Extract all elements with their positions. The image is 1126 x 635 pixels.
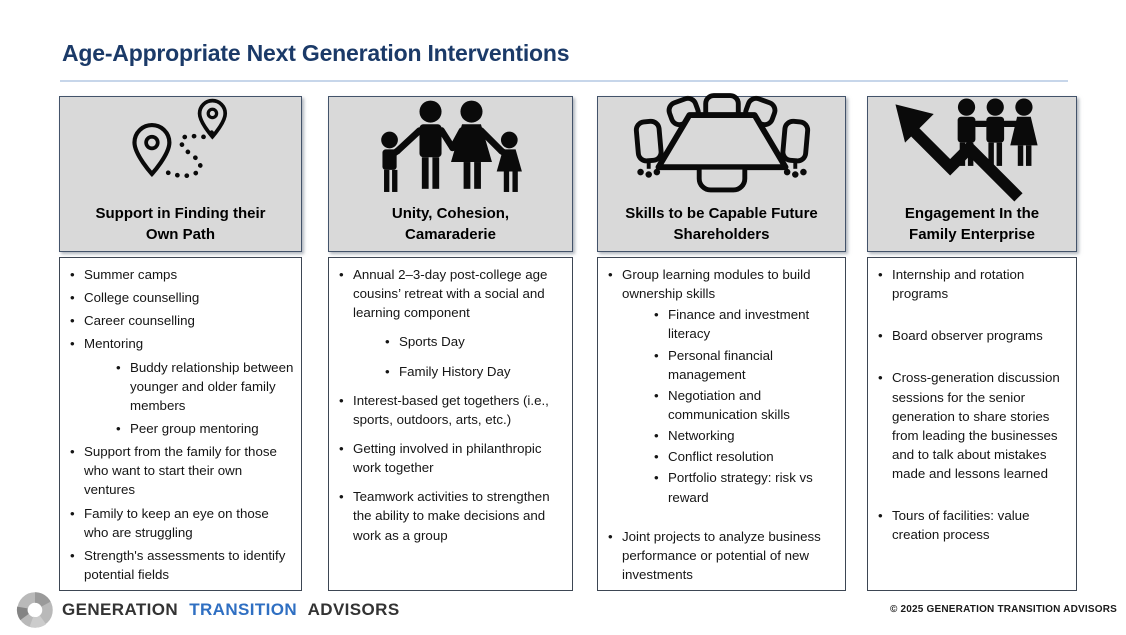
brand-name xyxy=(62,600,406,620)
list-item-text: Support from the family for those who want to start their own ventures xyxy=(84,444,277,498)
column-own-path xyxy=(59,96,302,591)
copyright-text: © 2025 GENERATION TRANSITION ADVISORS xyxy=(889,604,1117,615)
column-body-own-path xyxy=(59,257,302,591)
bullet-icon: • xyxy=(116,420,121,436)
list-item xyxy=(600,527,842,584)
list-item-text: Conflict resolution xyxy=(668,449,774,465)
list-item-text: Getting involved in philanthropic work together xyxy=(353,440,542,476)
column-title: Unity, Cohesion, Camaraderie xyxy=(391,204,510,244)
bullet-icon: • xyxy=(654,387,659,403)
list-item-text: Board observer programs xyxy=(892,328,1043,344)
list-item xyxy=(870,368,1073,483)
column-title: Support in Finding their Own Path xyxy=(95,204,266,244)
list-item xyxy=(870,326,1073,345)
bullet-icon: • xyxy=(608,528,613,544)
bullet-icon: • xyxy=(654,470,659,486)
brand-word-transition: TRANSITION xyxy=(189,600,298,619)
list-item-text: Tours of facilities: value creation process xyxy=(892,508,1030,543)
title-divider xyxy=(60,80,1068,82)
list-item-text: Finance and investment literacy xyxy=(668,307,810,342)
list-item xyxy=(108,358,298,415)
list-item xyxy=(377,362,569,381)
bullet-icon: • xyxy=(654,449,659,465)
list-item xyxy=(646,386,842,424)
list-item-text: Mentoring xyxy=(84,336,144,352)
list-item-text: Strength's assessments to identify potential fields xyxy=(84,547,286,582)
route-pins-icon xyxy=(117,93,245,203)
list-item xyxy=(646,305,842,343)
list-item-text: Sports Day xyxy=(399,334,465,350)
list-item-text: Networking xyxy=(668,428,735,444)
boardroom-table-icon xyxy=(624,86,820,203)
bullet-icon: • xyxy=(70,313,75,329)
bullet-icon: • xyxy=(70,290,75,306)
bullet-icon: • xyxy=(339,489,344,505)
list-item xyxy=(331,439,569,477)
list-item xyxy=(646,346,842,384)
column-body-engagement xyxy=(867,257,1077,591)
column-header-shareholders xyxy=(597,96,846,252)
column-unity xyxy=(328,96,573,591)
list-item-text: Portfolio strategy: risk vs reward xyxy=(668,470,813,505)
column-engagement xyxy=(867,96,1077,591)
list-item-text: Summer camps xyxy=(84,267,178,282)
column-header-unity xyxy=(328,96,573,252)
list-item xyxy=(600,265,842,303)
list-item xyxy=(646,426,842,445)
column-body-shareholders xyxy=(597,257,846,591)
column-title: Skills to be Capable Future Shareholders xyxy=(625,204,818,244)
list-item xyxy=(646,468,842,506)
list-item-text: Family to keep an eye on those who are struggling xyxy=(84,505,269,540)
list-item-text: Annual 2–3-day post-college age cousins’ retreat with a social and learning component xyxy=(353,267,548,321)
list-item-text: Family History Day xyxy=(399,363,511,379)
list-item xyxy=(870,506,1073,544)
list-item xyxy=(62,288,298,307)
list-item-text: Joint projects to analyze business performance or potential of new investments xyxy=(622,528,821,582)
list-item-text: Interest-based get togethers (i.e., sports, outdoors, arts, etc.) xyxy=(353,392,549,427)
column-header-own-path xyxy=(59,96,302,252)
bullet-icon: • xyxy=(70,267,75,282)
bullet-icon: • xyxy=(654,347,659,363)
bullet-icon: • xyxy=(339,392,344,408)
bullet-icon: • xyxy=(654,307,659,323)
list-item xyxy=(331,391,569,429)
growth-arrow-people-icon xyxy=(890,93,1054,203)
list-item xyxy=(108,419,298,438)
column-header-engagement xyxy=(867,96,1077,252)
list-item xyxy=(62,311,298,330)
bullet-icon: • xyxy=(339,267,344,282)
list-item xyxy=(62,504,298,542)
list-item xyxy=(62,442,298,499)
bullet-icon: • xyxy=(654,428,659,444)
footer-brand xyxy=(15,590,406,630)
family-icon xyxy=(356,96,546,203)
brand-word-generation: GENERATION xyxy=(62,600,179,619)
list-item-text: Internship and rotation programs xyxy=(892,267,1025,302)
bullet-icon: • xyxy=(878,370,883,386)
bullet-icon: • xyxy=(70,505,75,521)
list-item-text: Career counselling xyxy=(84,313,195,329)
brand-logo-icon xyxy=(15,590,55,630)
column-body-unity xyxy=(328,257,573,591)
list-item-text: Buddy relationship between younger and older family members xyxy=(130,359,294,413)
list-item xyxy=(870,265,1073,303)
list-item xyxy=(62,546,298,584)
bullet-icon: • xyxy=(116,359,121,375)
bullet-icon: • xyxy=(70,444,75,460)
column-shareholders xyxy=(597,96,846,591)
list-item xyxy=(646,447,842,466)
list-item xyxy=(331,487,569,544)
list-item-text: Personal financial management xyxy=(668,347,773,382)
list-item-text: Teamwork activities to strengthen the ability to make decisions and work as a group xyxy=(353,489,550,543)
column-title: Engagement In the Family Enterprise xyxy=(904,204,1040,244)
list-item xyxy=(62,334,298,353)
page-title: Age-Appropriate Next Generation Interventions xyxy=(62,40,570,66)
list-item xyxy=(331,265,569,322)
bullet-icon: • xyxy=(878,267,883,282)
list-item-text: Cross-generation discussion sessions for the senior generation to share stories from leading the businesses and to talk about mistakes made and lessons learned xyxy=(892,370,1060,482)
list-item xyxy=(62,265,298,284)
list-item-text: College counselling xyxy=(84,290,200,306)
bullet-icon: • xyxy=(70,336,75,352)
list-item-text: Peer group mentoring xyxy=(130,420,259,436)
list-item-text: Group learning modules to build ownership skills xyxy=(622,267,811,302)
bullet-icon: • xyxy=(878,508,883,524)
bullet-icon: • xyxy=(339,440,344,456)
bullet-icon: • xyxy=(385,334,390,350)
brand-word-advisors: ADVISORS xyxy=(307,600,400,619)
list-item xyxy=(377,332,569,351)
list-item-text: Negotiation and communication skills xyxy=(668,387,790,422)
bullet-icon: • xyxy=(70,547,75,563)
bullet-icon: • xyxy=(385,363,390,379)
bullet-icon: • xyxy=(608,267,613,282)
bullet-icon: • xyxy=(878,328,883,344)
